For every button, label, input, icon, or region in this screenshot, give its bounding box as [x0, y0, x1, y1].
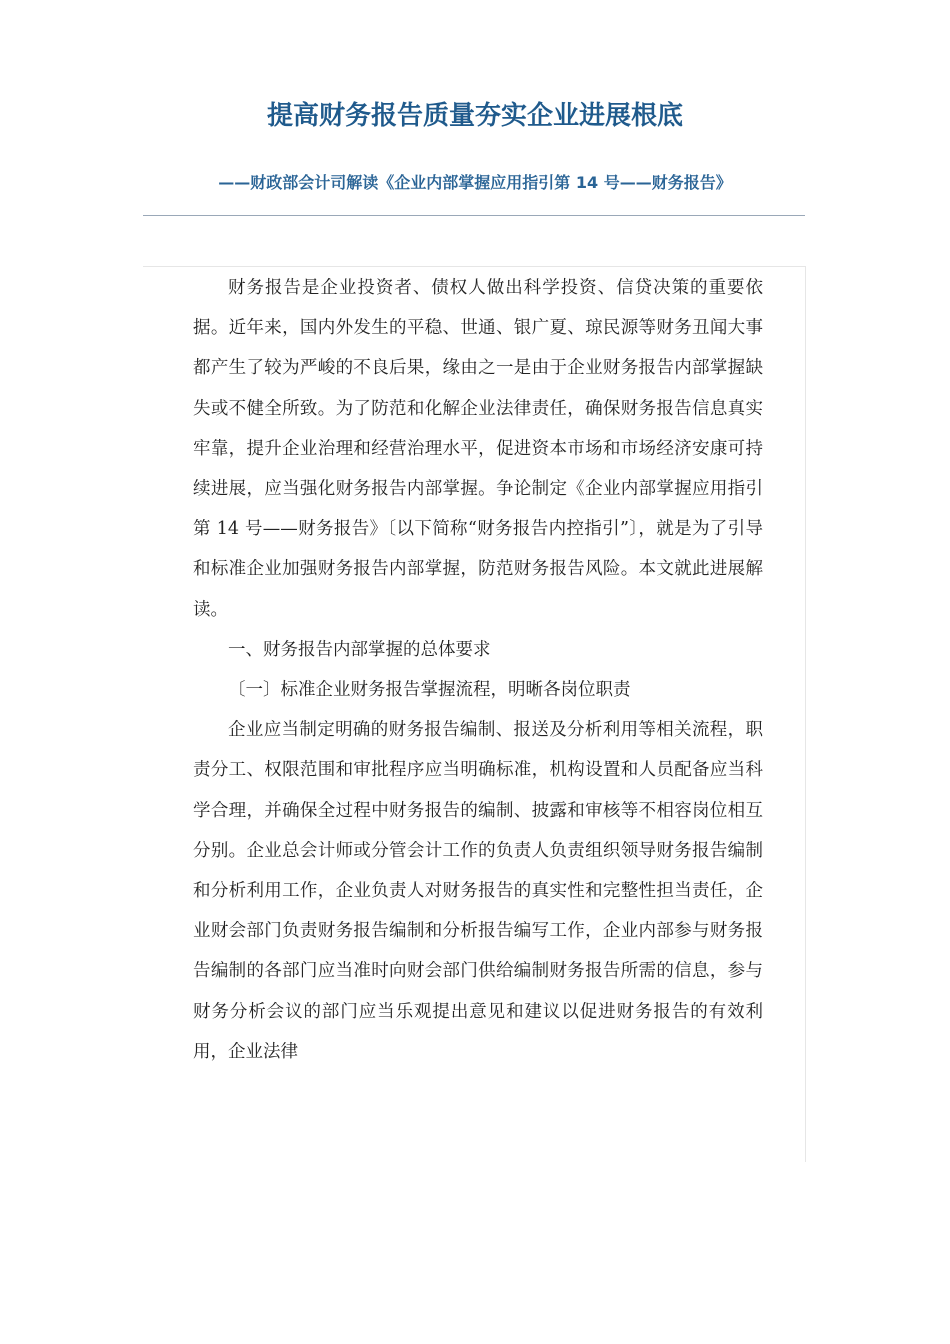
paragraph-intro: 财务报告是企业投资者、债权人做出科学投资、信贷决策的重要依据。近年来，国内外发生的平稳、世通、银广夏、琼民源等财务丑闻大事都产生了较为严峻的不良后果，缘由之一是由于企业财务报告内部掌握缺失或不健全所致。为了防范和化解企业法律责任，确保财务报告信息真实牢靠，提升企业治理和经营治理水平，促进资本市场和市场经济安康可持续进展，应当强化财务报告内部掌握。争论制定《企业内部掌握应用指引第 14 号——财务报告》〔以下简称“财务报告内控指引”〕，就是为了引导和标准企业加强财务报告内部掌握，防范财务报告风险。本文就此进展解读。: [193, 278, 763, 620]
section-heading-1: 一、财务报告内部掌握的总体要求: [228, 639, 491, 660]
document-body: [193, 268, 763, 1072]
document-subtitle: ——财政部会计司解读《企业内部掌握应用指引第 14 号——财务报告》: [218, 173, 732, 192]
title-divider: [143, 215, 805, 216]
paragraph-process: 企业应当制定明确的财务报告编制、报送及分析利用等相关流程，职责分工、权限范围和审批程序应当明确标准，机构设置和人员配备应当科学合理，并确保全过程中财务报告的编制、披露和审核等不相容岗位相互分别。企业总会计师或分管会计工作的负责人负责组织领导财务报告编制和分析利用工作，企业负责人对财务报告的真实性和完整性担当责任，企业财会部门负责财务报告编制和分析报告编写工作，企业内部参与财务报告编制的各部门应当准时向财会部门供给编制财务报告所需的信息，参与财务分析会议的部门应当乐观提出意见和建议以促进财务报告的有效利用，企业法律: [193, 720, 763, 1062]
document-title: 提高财务报告质量夯实企业进展根底: [266, 101, 683, 131]
subsection-heading-1: 〔一〕标准企业财务报告掌握流程，明晰各岗位职责: [228, 680, 631, 701]
